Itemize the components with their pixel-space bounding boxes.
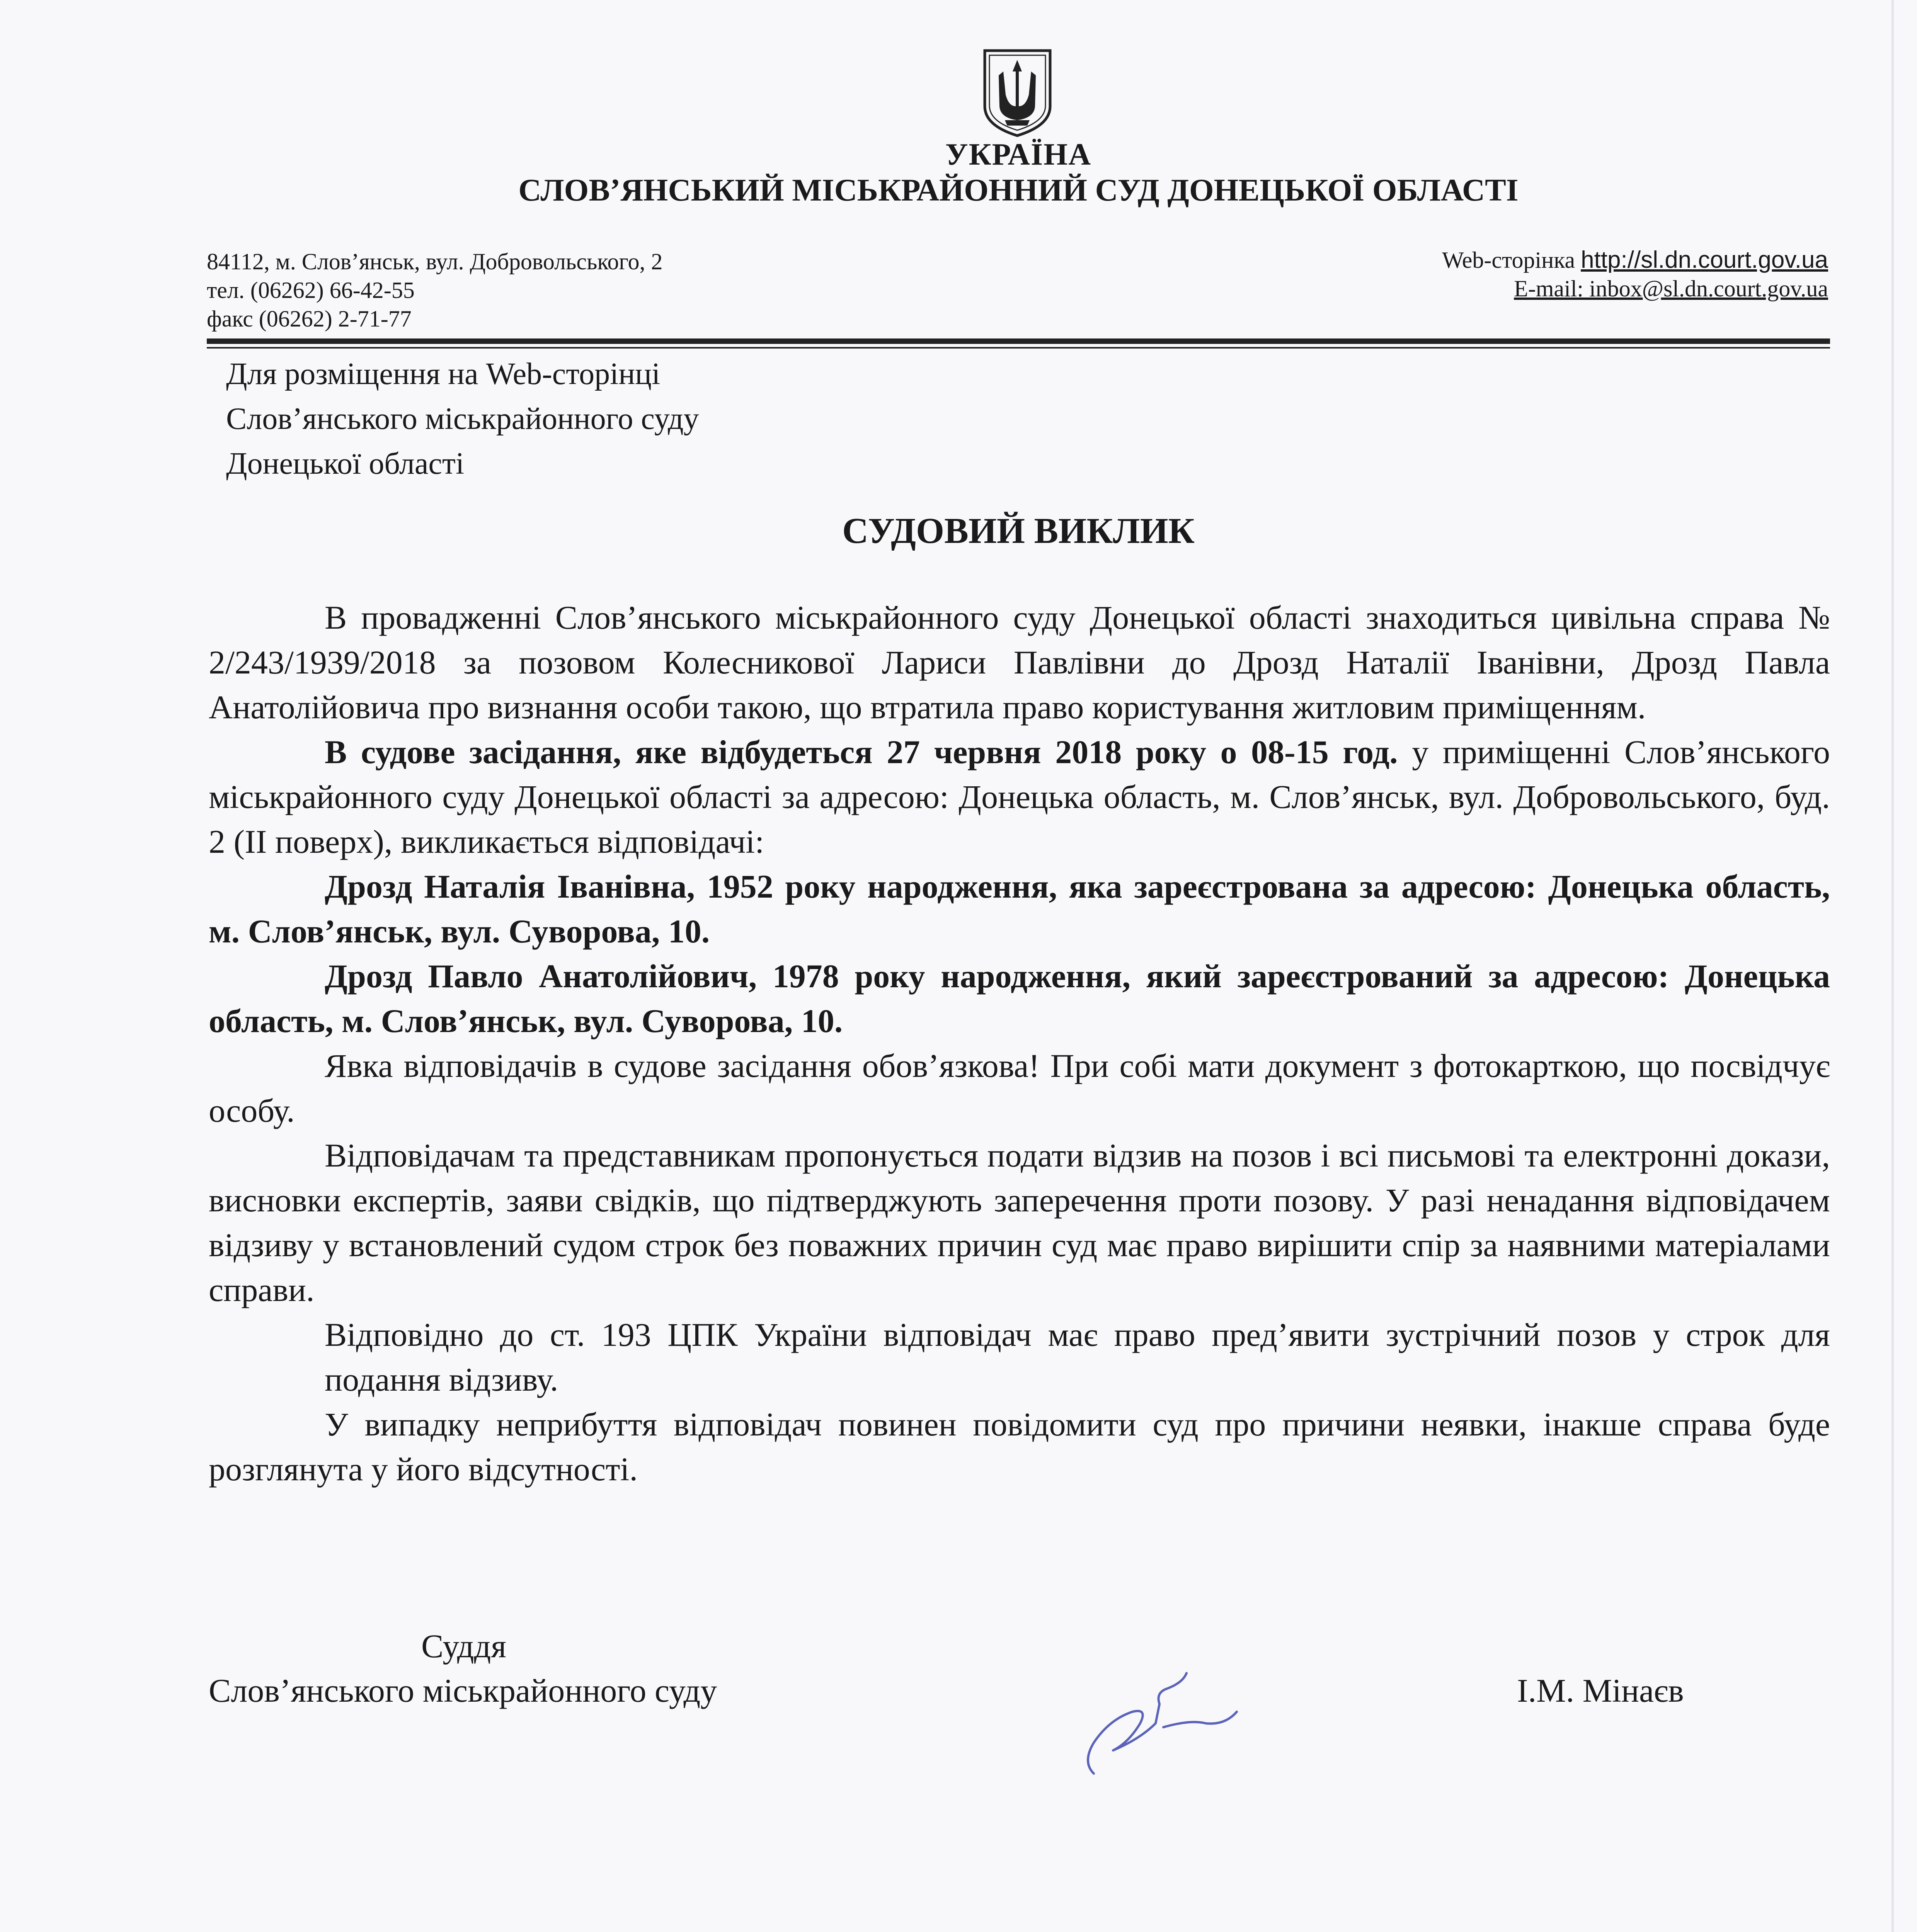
- paragraph-attendance: Явка відповідачів в судове засідання обов’язкова! При собі мати документ з фотокарткою, що посвідчує особу.: [209, 1047, 1830, 1129]
- addressee-line: Донецької області: [226, 447, 465, 481]
- paragraph-response: Відповідачам та представникам пропонується подати відзив на позов і всі письмові та електронні докази, висновки експертів, заяви свідків, що підтверджують заперечення проти позову. У разі ненадання відповідачем відзиву у встановлений судом строк без поважних причин суд має право вирішити спір за наявними матеріалами справи.: [209, 1137, 1830, 1308]
- header-divider-thick: [207, 338, 1830, 344]
- paragraph-defendant-1: Дрозд Наталія Іванівна, 1952 року народження, яка зареєстрована за адресою: Донецька область, м. Слов’янськ, вул. Суворова, 10.: [209, 868, 1830, 950]
- judge-title: Суддя: [421, 1628, 506, 1665]
- court-fax: факс (06262) 2-71-77: [207, 306, 412, 332]
- hearing-location-text: у приміщенні Слов’янського міськрайонного суду Донецької області за адресою: Донецька область, м. Слов’янськ, вул. Добровольського, буд. 2 (ІІ поверх), викликається відповідачі:: [209, 733, 1830, 860]
- scan-edge: [1891, 0, 1894, 1932]
- court-address: 84112, м. Слов’янськ, вул. Добровольського, 2: [207, 249, 663, 274]
- court-phone: тел. (06262) 66-42-55: [207, 277, 415, 303]
- handwritten-signature: [1067, 1646, 1268, 1785]
- addressee-line: Для розміщення на Web-сторінці: [226, 357, 661, 391]
- web-page-label: Web-сторінка: [1442, 247, 1575, 273]
- court-name-heading: СЛОВ’ЯНСЬКИЙ МІСЬКРАЙОННИЙ СУД ДОНЕЦЬКОЇ ОБЛАСТІ: [518, 172, 1519, 207]
- addressee-block: [226, 352, 699, 486]
- judge-court: Слов’янського міськрайонного суду: [209, 1672, 717, 1709]
- paragraph-defendant-2: Дрозд Павло Анатолійович, 1978 року народження, який зареєстрований за адресою: Донецька область, м. Слов’янськ, вул. Суворова, 10.: [209, 957, 1830, 1039]
- court-contacts: [207, 247, 663, 333]
- document-title: СУДОВИЙ ВИКЛИК: [842, 511, 1195, 551]
- header-divider-thin: [207, 347, 1830, 349]
- paragraph-case-info: В провадженні Слов’янського міськрайонного суду Донецької області знаходиться цивільна справа № 2/243/1939/2018 за позовом Колесникової Лариси Павлівни до Дрозд Наталії Іванівни, Дрозд Павла Анатолійовича про визнання особи такою, що втратила право користування житловим приміщенням.: [209, 599, 1830, 726]
- paragraph-counterclaim: Відповідно до ст. 193 ЦПК України відповідач має право пред’явити зустрічний позов у строк для подання відзиву.: [325, 1316, 1830, 1398]
- web-page-line: [1442, 246, 1828, 274]
- paragraph-hearing: [209, 730, 1830, 864]
- judge-name: І.М. Мінаєв: [1517, 1672, 1684, 1709]
- hearing-date-text: В судове засідання, яке відбудеться 27 червня 2018 року о 08-15 год.: [325, 733, 1398, 770]
- document-body: [209, 595, 1830, 1492]
- email-link[interactable]: E-mail: inbox@sl.dn.court.gov.ua: [1514, 276, 1828, 301]
- paragraph-absence: У випадку неприбуття відповідач повинен повідомити суд про причини неявки, інакше справа буде розглянута у його відсутності.: [209, 1406, 1830, 1488]
- trident-coat-of-arms-icon: [982, 48, 1053, 137]
- country-heading: УКРАЇНА: [945, 138, 1092, 172]
- web-page-link[interactable]: http://sl.dn.court.gov.ua: [1581, 247, 1828, 273]
- addressee-line: Слов’янського міськрайонного суду: [226, 402, 699, 436]
- court-online-contacts: [1442, 246, 1828, 303]
